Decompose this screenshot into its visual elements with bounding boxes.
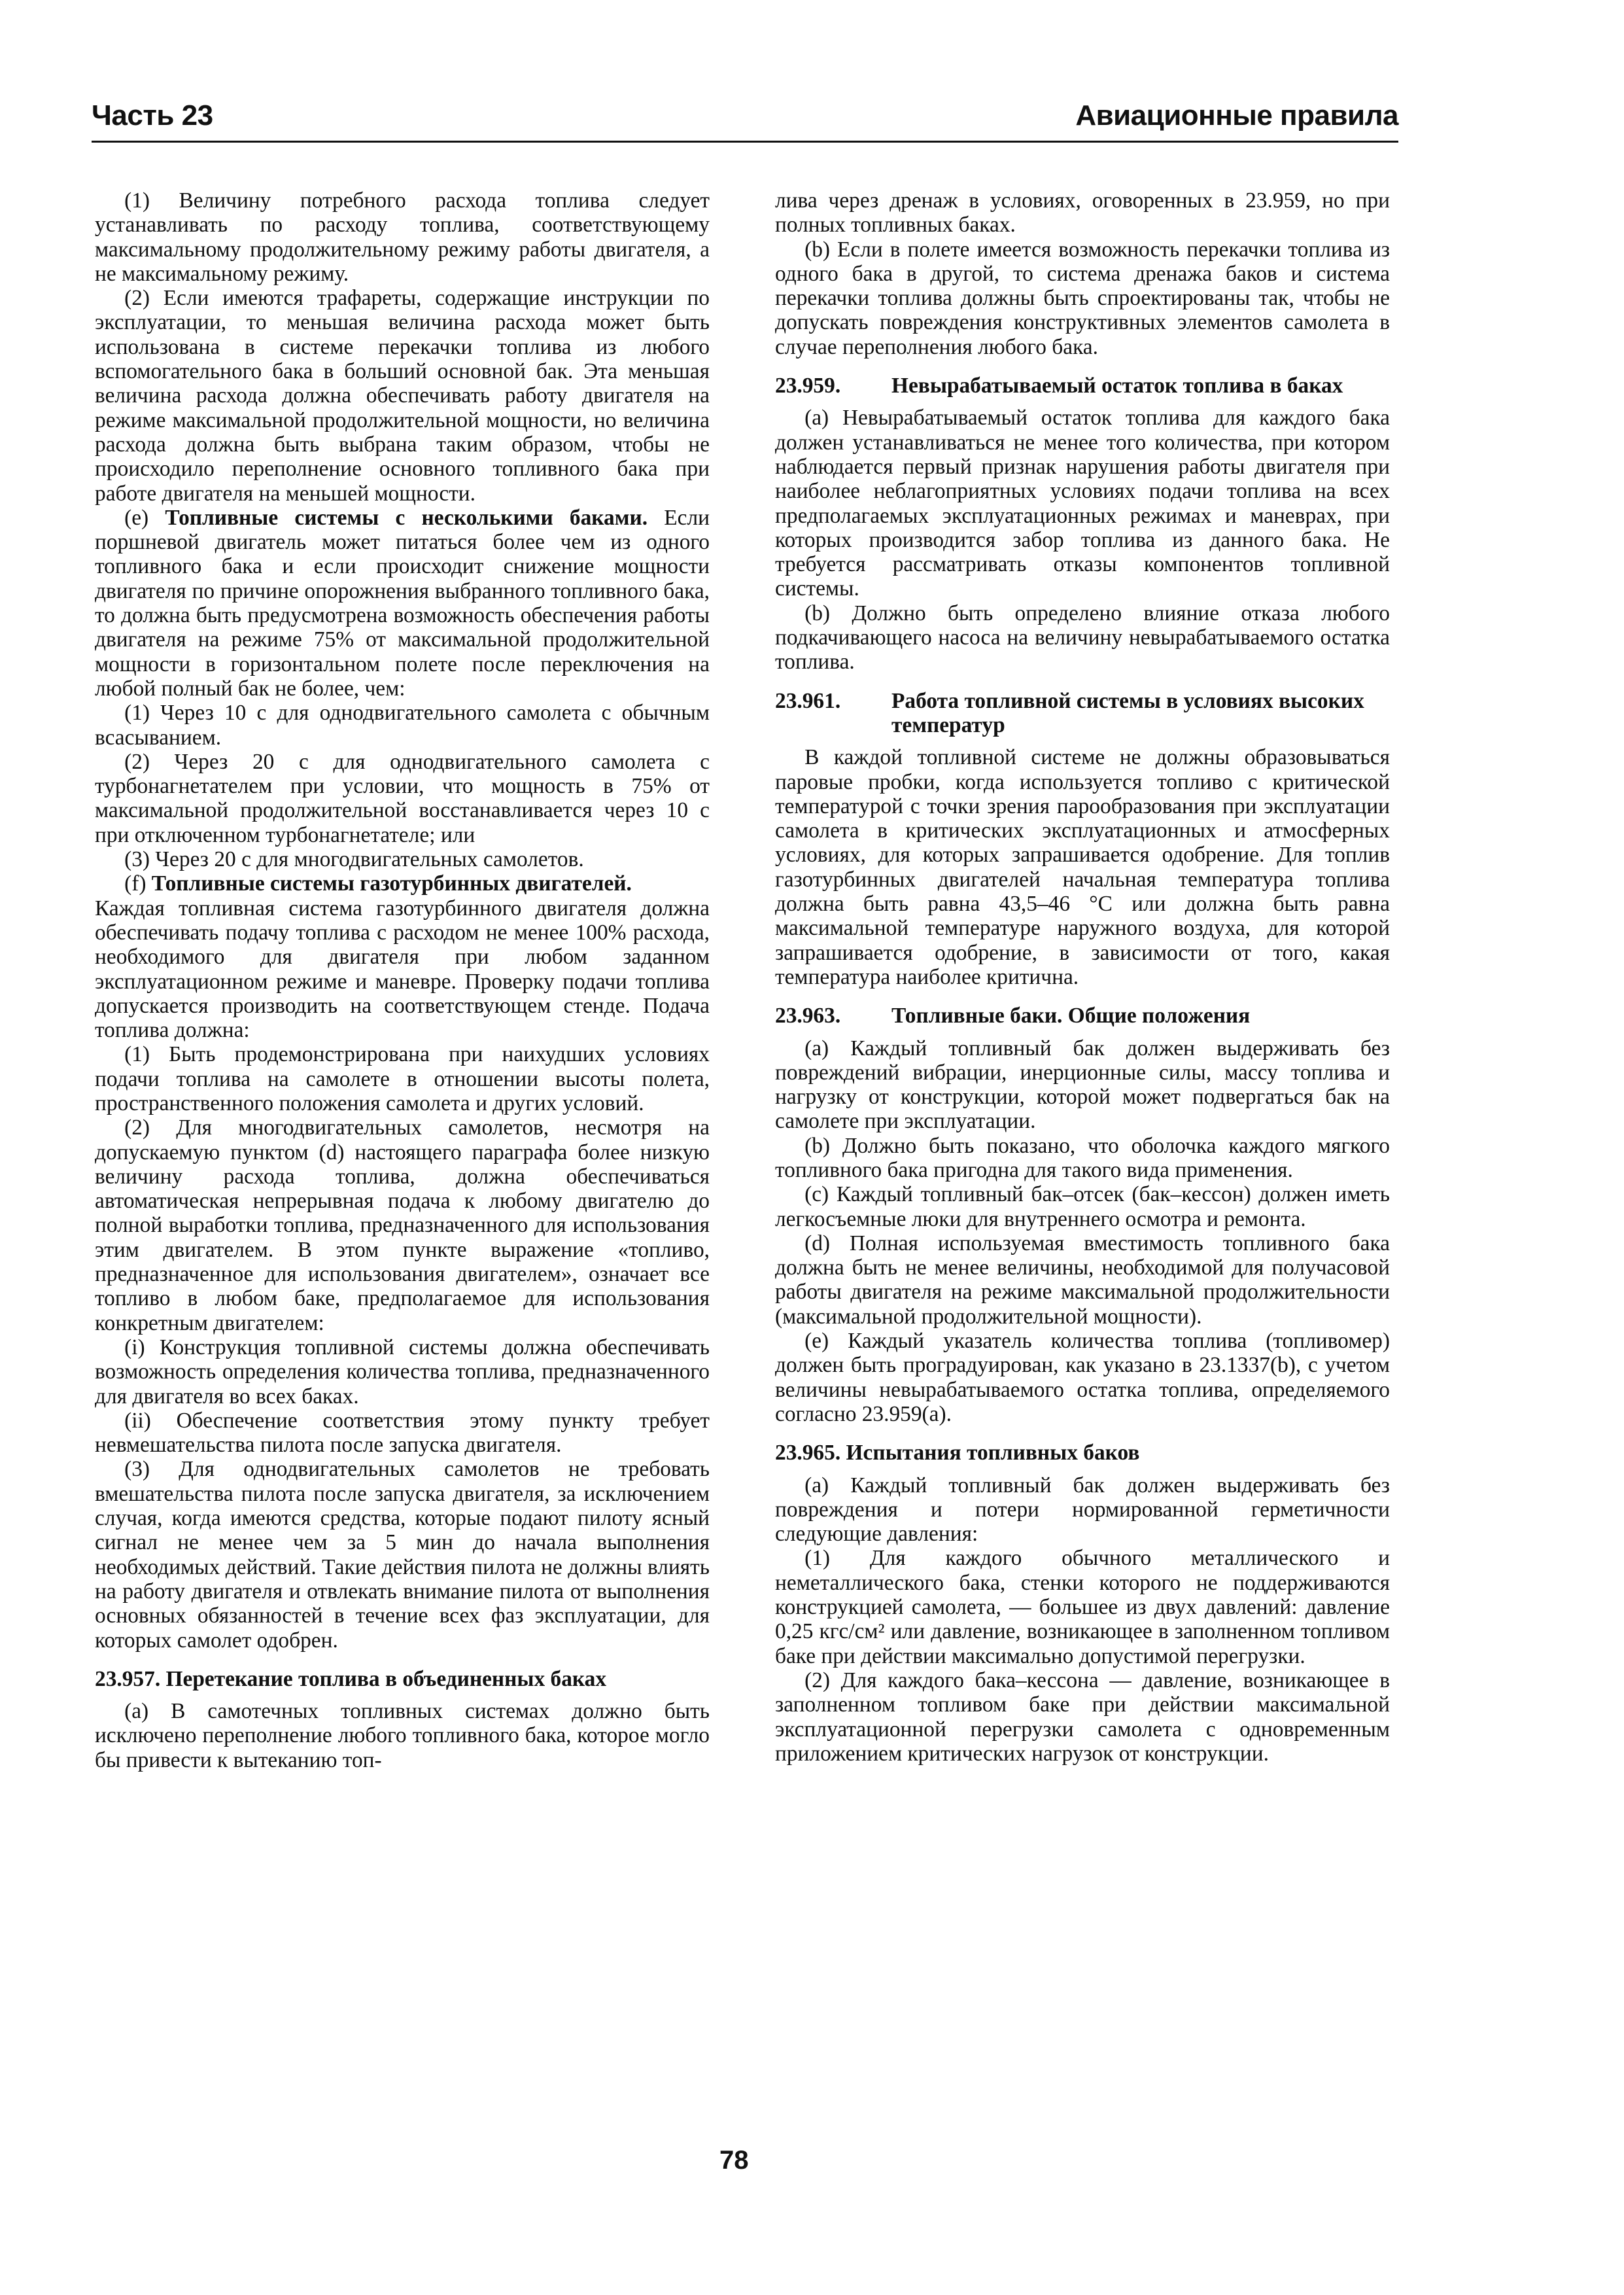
- paragraph: (d) Полная используемая вместимость топливного бака должна быть не менее величины, необходимой для получасовой работы двигателя на режиме максимальной продолжительности (максимальной продолжительной мощности).: [775, 1231, 1390, 1329]
- paragraph: (c) Каждый топливный бак–отсек (бак–кессон) должен иметь легкосъемные люки для внутреннего осмотра и ремонта.: [775, 1182, 1390, 1231]
- paragraph: (a) Каждый топливный бак должен выдерживать без повреждений вибрации, инерционные силы, массу топлива и нагрузку от конструкции, которой может подвергаться бак на самолете при эксплуатации.: [775, 1036, 1390, 1134]
- section-number: 23.965.: [775, 1441, 841, 1465]
- section-heading-23-959: [775, 374, 1390, 398]
- header-rule: [92, 141, 1398, 143]
- section-heading-23-957: [95, 1667, 710, 1691]
- item-text: Если поршневой двигатель может питаться более чем из одного топливного бака и если происходит снижение мощности двигателя по причине опорожнения выбранного топливного бака, то должна быть предусмотрена возможность обеспечения работы двигателя на режиме 75% от максимальной продолжительной мощности в горизонтальном полете после переключения на любой полный бак не более, чем:: [95, 505, 710, 701]
- section-number: 23.963.: [775, 1004, 841, 1028]
- paragraph: (2) Для каждого бака–кессона — давление, возникающее в заполненном топливом баке при действии максимальной эксплуатационной перегрузки самолета с одновременным приложением критических нагрузок от конструкции.: [775, 1668, 1390, 1766]
- item-label: (e): [124, 505, 149, 530]
- paragraph: (2) Через 20 с для однодвигательного самолета с турбонагнетателем при условии, что мощность в 75% от максимальной продолжительной восстанавливается через 10 с при отключенном турбонагнетателе; или: [95, 749, 710, 847]
- paragraph: В каждой топливной системе не должны образовываться паровые пробки, когда используется топливо с критической температурой с точки зрения парообразования при эксплуатации самолета в критических эксплуатационных и атмосферных условиях, для которых запрашивается одобрение. Для топлив газотурбинных двигателей начальная температура топлива должна быть равна 43,5–46 °С или должна быть равна максимальной температуре наружного воздуха, для которой запрашивается одобрение, в зависимости от того, какая температура наиболее критична.: [775, 745, 1390, 989]
- page-header-right: Авиационные правила: [1075, 99, 1398, 131]
- paragraph: (3) Для однодвигательных самолетов не требовать вмешательства пилота после запуска двигателя, за исключением случая, когда имеются средства, которые подают пилоту ясный сигнал не менее чем за 5 мин до начала выполнения необходимых действий. Такие действия пилота не должны влиять на работу двигателя и отвлекать внимание пилота от выполнения основных обязанностей в течение всех фаз эксплуатации, для которых самолет одобрен.: [95, 1457, 710, 1653]
- paragraph: (b) Должно быть определено влияние отказа любого подкачивающего насоса на величину невырабатываемого остатка топлива.: [775, 601, 1390, 674]
- paragraph: (e) Каждый указатель количества топлива (топливомер) должен быть проградуирован, как указано в 23.1337(b), с учетом величины невырабатываемого остатка топлива, определяемого согласно 23.959(a).: [775, 1329, 1390, 1426]
- paragraph: (i) Конструкция топливной системы должна обеспечивать возможность определения количества топлива, предназначенного для двигателя во всех баках.: [95, 1335, 710, 1409]
- page-header-left: Часть 23: [92, 99, 213, 131]
- paragraph: (1) Через 10 с для однодвигательного самолета с обычным всасыванием.: [95, 701, 710, 750]
- paragraph: (2) Для многодвигательных самолетов, несмотря на допускаемую пунктом (d) настоящего параграфа более низкую величину расхода топлива, должна обеспечиваться автоматическая непрерывная подача к любому двигателю до полной выработки топлива, предназначенного для использования этим двигателем. В этом пункте выражение «топливо, предназначенное для использования двигателем», означает все топливо в любом баке, предполагаемое для использования конкретным двигателем:: [95, 1115, 710, 1335]
- left-column: [95, 188, 710, 1772]
- section-number: 23.957.: [95, 1666, 161, 1691]
- paragraph: (a) Невырабатываемый остаток топлива для каждого бака должен устанавливаться не менее того количества, при котором наблюдается первый признак нарушения работы двигателя при наиболее неблагоприятных условиях подачи топлива на всех предполагаемых эксплуатационных режимах и маневрах, при которых производится забор топлива из данного бака. Не требуется рассматривать отказы компонентов топливной системы.: [775, 406, 1390, 601]
- paragraph: (1) Быть продемонстрирована при наихудших условиях подачи топлива на самолете в отношении высоты полета, пространственного положения самолета и других условий.: [95, 1042, 710, 1115]
- paragraph: Каждая топливная система газотурбинного двигателя должна обеспечивать подачу топлива с расходом не менее 100% расхода, необходимого для двигателя при любом заданном эксплуатационном режиме и маневре. Проверку подачи топлива допускается производить на соответствующем стенде. Подача топлива должна:: [95, 896, 710, 1043]
- paragraph: (a) В самотечных топливных системах должно быть исключено переполнение любого топливного бака, которое могло бы привести к вытеканию топ-: [95, 1699, 710, 1772]
- paragraph: (1) Величину потребного расхода топлива следует устанавливать по расходу топлива, соответствующему максимальному продолжительному режиму работы двигателя, а не максимальному режиму.: [95, 188, 710, 286]
- section-title: Испытания топливных баков: [846, 1441, 1140, 1465]
- section-heading-23-965: [775, 1441, 1390, 1465]
- paragraph: [95, 871, 710, 896]
- section-number: 23.961.: [775, 688, 841, 713]
- paragraph: (2) Если имеются трафареты, содержащие инструкции по эксплуатации, то меньшая величина расхода может быть использована в системе перекачки топлива из любого вспомогательного бака в больший основной бак. Эта меньшая величина расхода должна обеспечивать работу двигателя на режиме максимальной продолжительной мощности, но величина расхода должна быть выбрана таким образом, чтобы не происходило переполнение основного топливного бака при работе двигателя на меньшей мощности.: [95, 286, 710, 506]
- paragraph: (1) Для каждого обычного металлического и неметаллического бака, стенки которого не поддерживаются конструкцией самолета, — большее из двух давлений: давление 0,25 кгс/см² или давление, возникающее в заполненном топливом баке при действии максимально допустимой перегрузки.: [775, 1546, 1390, 1668]
- paragraph: (b) Если в полете имеется возможность перекачки топлива из одного бака в другой, то система дренажа баков и система перекачки топлива должны быть спроектированы так, чтобы не допускать повреждения конструктивных элементов самолета в случае переполнения любого бака.: [775, 237, 1390, 359]
- item-label: (f): [124, 871, 147, 896]
- item-heading: Топливные системы с несколькими баками.: [165, 505, 648, 530]
- right-column: [775, 188, 1390, 1766]
- paragraph: (3) Через 20 с для многодвигательных самолетов.: [124, 847, 584, 872]
- section-title: Невырабатываемый остаток топлива в баках: [891, 374, 1343, 398]
- section-title: Перетекание топлива в объединенных баках: [165, 1666, 607, 1691]
- section-title: Работа топливной системы в условиях высоких температур: [891, 688, 1364, 737]
- paragraph: (b) Должно быть показано, что оболочка каждого мягкого топливного бака пригодна для такого вида применения.: [775, 1133, 1390, 1182]
- paragraph: лива через дренаж в условиях, оговоренных в 23.959, но при полных топливных баках.: [775, 188, 1390, 237]
- item-heading: Топливные системы газотурбинных двигателей.: [151, 871, 632, 896]
- section-number: 23.959.: [775, 374, 841, 398]
- paragraph: (ii) Обеспечение соответствия этому пункту требует невмешательства пилота после запуска двигателя.: [95, 1408, 710, 1458]
- section-title: Топливные баки. Общие положения: [891, 1004, 1251, 1028]
- page-number: 78: [719, 2146, 749, 2175]
- paragraph: (a) Каждый топливный бак должен выдерживать без повреждения и потери нормированной герметичности следующие давления:: [775, 1473, 1390, 1547]
- paragraph: [95, 506, 710, 701]
- section-heading-23-961: [775, 689, 1390, 738]
- section-heading-23-963: [775, 1004, 1390, 1028]
